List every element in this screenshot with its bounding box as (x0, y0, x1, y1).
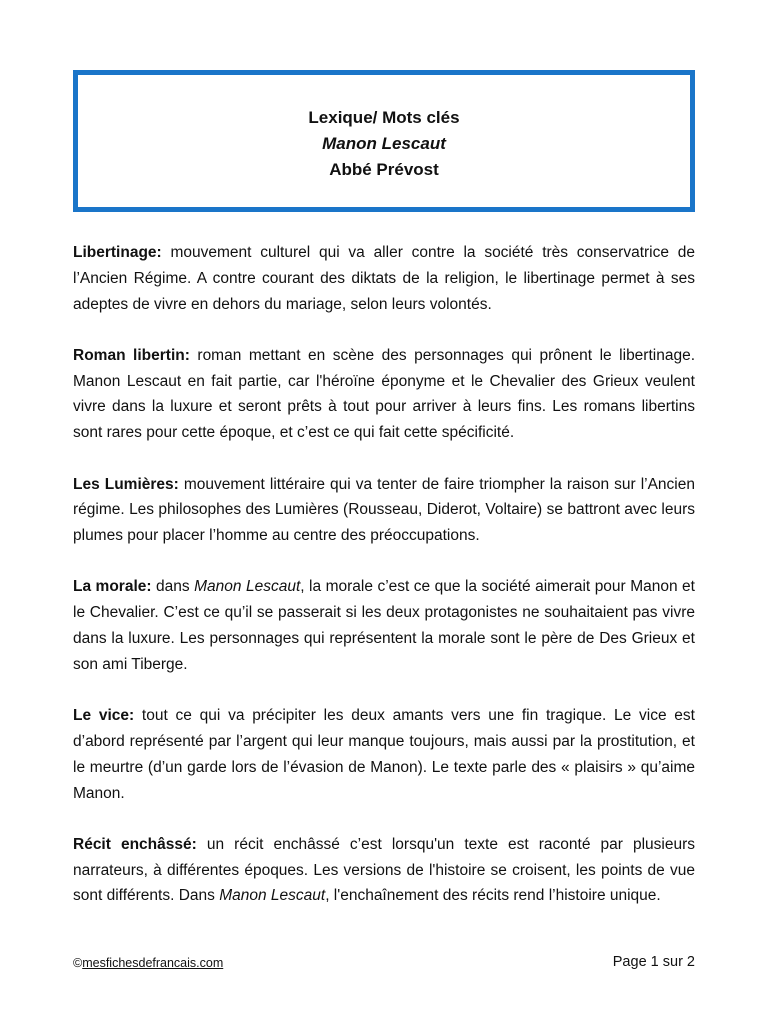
author-name: Abbé Prévost (329, 160, 439, 179)
entry-definition-part: dans (151, 578, 195, 596)
entry-italic-title: Manon Lescaut (194, 578, 301, 596)
entry-vice (73, 703, 695, 806)
entry-definition-part: , la morale c’est ce que la société aimerait pour Manon et le Chevalier. C’est ce qu’il se passerait si les deux protagonistes ne souhaitaient pas vivre dans la luxure. Les personnages qui représentent la morale sont le père de Des Grieux et son ami Tiberge. (73, 578, 695, 673)
site-link[interactable]: mesfichesdefrancais.com (82, 956, 224, 970)
document-title: Lexique/ Mots clés (308, 108, 460, 127)
entry-definition-part: , l'enchaînement des récits rend l’histoire unique. (325, 887, 661, 905)
entry-libertinage (73, 240, 695, 317)
entry-definition: mouvement littéraire qui va tenter de faire triompher la raison sur l’Ancien régime. Les philosophes des Lumières (Rousseau, Diderot, Voltaire) se battront avec leurs plumes pour placer l’homme au centre des préoccupations. (73, 475, 695, 545)
entry-term: Roman libertin: (73, 346, 190, 364)
copyright-symbol: © (73, 956, 83, 970)
work-title: Manon Lescaut (322, 134, 446, 153)
entry-definition: roman mettant en scène des personnages qui prônent le libertinage. Manon Lescaut en fait partie, car l'héroïne éponyme et le Chevalier des Grieux veulent vivre dans la luxure et seront prêts à tout pour arriver à leurs fins. Les romans libertins sont rares pour cette époque, et c’est ce qui fait cette spécificité. (73, 346, 696, 442)
entry-term: Libertinage: (73, 244, 162, 261)
entry-recit-enchasse (73, 832, 695, 909)
entry-definition: tout ce qui va précipiter les deux amants vers une fin tragique. Le vice est d’abord représenté par l’argent qui leur manque toujours, mais aussi par la prostitution, et le meurtre (d’un garde lors de l’évasion de Manon). Le texte parle des « plaisirs » qu’aime Manon. (73, 707, 695, 802)
title-box (73, 70, 695, 212)
entry-lumieres (73, 472, 695, 549)
entry-definition: mouvement culturel qui va aller contre la société très conservatrice de l’Ancien Régime. A contre courant des diktats de la religion, le libertinage permet à ses adeptes de vivre en dehors du mariage, selon leurs volontés. (73, 244, 695, 313)
entry-italic-title: Manon Lescaut (219, 887, 326, 905)
footer-copyright (73, 956, 223, 970)
entry-term: Les Lumières: (73, 475, 179, 493)
glossary (73, 240, 695, 935)
entry-morale (73, 574, 695, 677)
entry-definition-part: un récit enchâssé c’est lorsqu'un texte est raconté par plusieurs narrateurs, à différentes époques. Les versions de l'histoire se croisent, les points de vue sont différents. Dans (73, 835, 696, 905)
entry-term: La morale: (73, 578, 152, 596)
entry-roman-libertin (73, 343, 695, 446)
page-number: Page 1 sur 2 (612, 954, 695, 970)
entry-term: Récit enchâssé: (73, 835, 197, 853)
entry-term: Le vice: (73, 707, 135, 725)
